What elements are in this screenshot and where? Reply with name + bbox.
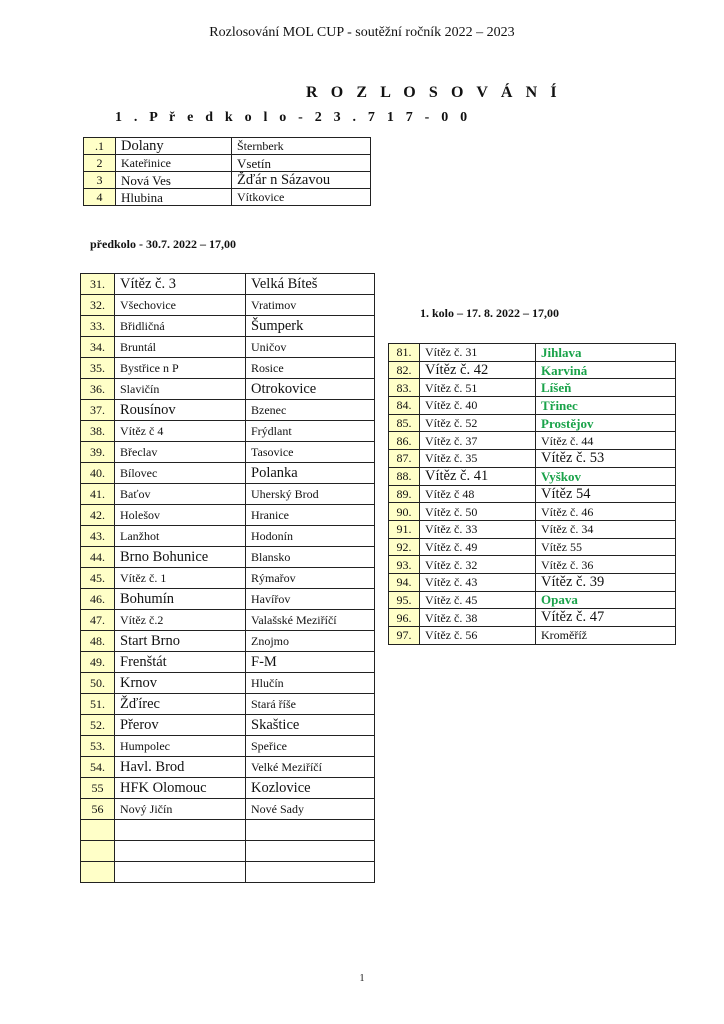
table-row xyxy=(81,778,375,799)
match-number-cell: 39. xyxy=(81,442,115,463)
match-number-cell: 54. xyxy=(81,757,115,778)
away-team-cell: F-M xyxy=(246,652,375,673)
home-team-cell: Vítěz č. 33 xyxy=(420,520,536,538)
home-team-cell: Start Brno xyxy=(115,631,246,652)
home-team-cell: Holešov xyxy=(115,505,246,526)
away-team-cell: Vítěz č. 36 xyxy=(536,556,676,574)
match-number-cell: 46. xyxy=(81,589,115,610)
table-row xyxy=(389,573,676,591)
away-team-cell: Vyškov xyxy=(536,467,676,485)
match-number-cell: 52. xyxy=(81,715,115,736)
match-number-cell: 89. xyxy=(389,485,420,503)
match-number-cell xyxy=(81,820,115,841)
away-team-cell: Stará říše xyxy=(246,694,375,715)
round-1-title: 1. kolo – 17. 8. 2022 – 17,00 xyxy=(420,306,560,320)
home-team-cell: Vítěz č.2 xyxy=(115,610,246,631)
match-number-cell: 95. xyxy=(389,591,420,609)
home-team-cell: Vítěz č. 31 xyxy=(420,344,536,362)
round-1-preliminary-title: 1 . P ř e d k o l o - 2 3 . 7 1 7 - 0 0 xyxy=(115,110,472,125)
away-team-cell: Kozlovice xyxy=(246,778,375,799)
match-number-cell: 44. xyxy=(81,547,115,568)
table-row xyxy=(81,841,375,862)
home-team-cell: Hlubina xyxy=(116,189,232,206)
table-row xyxy=(389,467,676,485)
match-number-cell: 35. xyxy=(81,358,115,379)
away-team-cell: Speřice xyxy=(246,736,375,757)
match-number-cell: 88. xyxy=(389,467,420,485)
away-team-cell: Vítěz č. 39 xyxy=(536,573,676,591)
match-number-cell: 49. xyxy=(81,652,115,673)
home-team-cell: HFK Olomouc xyxy=(115,778,246,799)
away-team-cell: Šternberk xyxy=(232,138,371,155)
table-row xyxy=(389,379,676,397)
table-row xyxy=(81,673,375,694)
away-team-cell: Polanka xyxy=(246,463,375,484)
table-row xyxy=(389,627,676,645)
away-team-cell: Hodonín xyxy=(246,526,375,547)
home-team-cell: Brno Bohunice xyxy=(115,547,246,568)
home-team-cell: Přerov xyxy=(115,715,246,736)
match-number-cell: 2 xyxy=(84,155,116,172)
away-team-cell: Vítěz č. 47 xyxy=(536,609,676,627)
match-number-cell: 45. xyxy=(81,568,115,589)
table1-body xyxy=(84,138,371,206)
match-number-cell: 83. xyxy=(389,379,420,397)
away-team-cell: Skaštice xyxy=(246,715,375,736)
home-team-cell: Vítěz č. 43 xyxy=(420,573,536,591)
table-row xyxy=(81,421,375,442)
preliminary-round-2-table xyxy=(80,273,375,883)
match-number-cell: 3 xyxy=(84,172,116,189)
table-row xyxy=(389,432,676,450)
table-row xyxy=(81,400,375,421)
away-team-cell: Opava xyxy=(536,591,676,609)
table-row xyxy=(81,736,375,757)
away-team-cell: Hlučín xyxy=(246,673,375,694)
home-team-cell: Nový Jičín xyxy=(115,799,246,820)
home-team-cell: Lanžhot xyxy=(115,526,246,547)
home-team-cell: Bílovec xyxy=(115,463,246,484)
home-team-cell: Frenštát xyxy=(115,652,246,673)
home-team-cell: Břidličná xyxy=(115,316,246,337)
table-row xyxy=(389,344,676,362)
table2-body xyxy=(81,274,375,883)
home-team-cell: Všechovice xyxy=(115,295,246,316)
match-number-cell: 42. xyxy=(81,505,115,526)
table-row xyxy=(389,450,676,468)
table-row xyxy=(81,316,375,337)
table-row xyxy=(81,526,375,547)
away-team-cell: Tasovice xyxy=(246,442,375,463)
match-number-cell: 48. xyxy=(81,631,115,652)
home-team-cell: Vítěz č. 41 xyxy=(420,467,536,485)
home-team-cell: Bystřice n P xyxy=(115,358,246,379)
home-team-cell: Kateřinice xyxy=(116,155,232,172)
away-team-cell: Vítkovice xyxy=(232,189,371,206)
away-team-cell: Karviná xyxy=(536,361,676,379)
match-number-cell: 81. xyxy=(389,344,420,362)
table3-body xyxy=(389,344,676,645)
home-team-cell: Baťov xyxy=(115,484,246,505)
table-row xyxy=(81,505,375,526)
table-row xyxy=(389,361,676,379)
home-team-cell: Vítěz č. 32 xyxy=(420,556,536,574)
home-team-cell: Žďírec xyxy=(115,694,246,715)
match-number-cell: 55 xyxy=(81,778,115,799)
main-title: R O Z L O S O V Á N Í xyxy=(306,84,562,101)
home-team-cell: Krnov xyxy=(115,673,246,694)
away-team-cell: Nové Sady xyxy=(246,799,375,820)
away-team-cell: Frýdlant xyxy=(246,421,375,442)
table-row xyxy=(81,358,375,379)
round-1-table xyxy=(388,343,676,645)
match-number-cell xyxy=(81,862,115,883)
match-number-cell: 87. xyxy=(389,450,420,468)
away-team-cell: Vítěz 54 xyxy=(536,485,676,503)
away-team-cell: Otrokovice xyxy=(246,379,375,400)
match-number-cell: 40. xyxy=(81,463,115,484)
away-team-cell: Znojmo xyxy=(246,631,375,652)
match-number-cell: 94. xyxy=(389,573,420,591)
match-number-cell: 85. xyxy=(389,414,420,432)
table-row xyxy=(81,631,375,652)
table-row xyxy=(81,463,375,484)
match-number-cell: 34. xyxy=(81,337,115,358)
away-team-cell: Blansko xyxy=(246,547,375,568)
home-team-cell: Vítěz č. 38 xyxy=(420,609,536,627)
table-row xyxy=(389,503,676,521)
home-team-cell: Vítěz č 48 xyxy=(420,485,536,503)
home-team-cell: Slavičín xyxy=(115,379,246,400)
table-row xyxy=(81,610,375,631)
table-row xyxy=(389,556,676,574)
match-number-cell: 82. xyxy=(389,361,420,379)
match-number-cell: 38. xyxy=(81,421,115,442)
table-row xyxy=(81,757,375,778)
match-number-cell: 84. xyxy=(389,397,420,415)
table-row xyxy=(81,484,375,505)
away-team-cell: Valašské Meziříčí xyxy=(246,610,375,631)
home-team-cell: Vítěz č 4 xyxy=(115,421,246,442)
away-team-cell: Rýmařov xyxy=(246,568,375,589)
table-row xyxy=(81,652,375,673)
home-team-cell: Vítěz č. 51 xyxy=(420,379,536,397)
away-team-cell: Vítěz č. 44 xyxy=(536,432,676,450)
match-number-cell: 93. xyxy=(389,556,420,574)
table-row xyxy=(84,138,371,155)
home-team-cell: Dolany xyxy=(116,138,232,155)
table-row xyxy=(81,820,375,841)
match-number-cell: 47. xyxy=(81,610,115,631)
match-number-cell: 56 xyxy=(81,799,115,820)
away-team-cell: Líšeň xyxy=(536,379,676,397)
match-number-cell: 43. xyxy=(81,526,115,547)
away-team-cell: Kroměříž xyxy=(536,627,676,645)
away-team-cell: Vratimov xyxy=(246,295,375,316)
away-team-cell xyxy=(246,841,375,862)
match-number-cell: 33. xyxy=(81,316,115,337)
away-team-cell: Velká Bíteš xyxy=(246,274,375,295)
match-number-cell: 97. xyxy=(389,627,420,645)
match-number-cell: 41. xyxy=(81,484,115,505)
match-number-cell: 36. xyxy=(81,379,115,400)
document-header-title: Rozlosování MOL CUP - soutěžní ročník 2022 – 2023 xyxy=(209,25,515,40)
home-team-cell: Vítěz č. 45 xyxy=(420,591,536,609)
away-team-cell: Jihlava xyxy=(536,344,676,362)
table-row xyxy=(81,274,375,295)
table-row xyxy=(84,172,371,189)
home-team-cell: Havl. Brod xyxy=(115,757,246,778)
table-row xyxy=(389,485,676,503)
table-row xyxy=(81,799,375,820)
away-team-cell: Prostějov xyxy=(536,414,676,432)
table-row xyxy=(84,189,371,206)
match-number-cell: 96. xyxy=(389,609,420,627)
preliminary-round-2-title: předkolo - 30.7. 2022 – 17,00 xyxy=(90,237,237,251)
table-row xyxy=(84,155,371,172)
home-team-cell: Nová Ves xyxy=(116,172,232,189)
match-number-cell xyxy=(81,841,115,862)
home-team-cell: Vítěz č. 52 xyxy=(420,414,536,432)
match-number-cell: 4 xyxy=(84,189,116,206)
away-team-cell xyxy=(246,862,375,883)
away-team-cell: Šumperk xyxy=(246,316,375,337)
home-team-cell: Vítěz č. 1 xyxy=(115,568,246,589)
home-team-cell: Vítěz č. 35 xyxy=(420,450,536,468)
table-row xyxy=(389,609,676,627)
away-team-cell: Bzenec xyxy=(246,400,375,421)
home-team-cell: Vítěz č. 37 xyxy=(420,432,536,450)
table-row xyxy=(389,538,676,556)
table-row xyxy=(81,589,375,610)
home-team-cell: Vítěz č. 56 xyxy=(420,627,536,645)
away-team-cell: Vítěz č. 46 xyxy=(536,503,676,521)
table-row xyxy=(81,862,375,883)
match-number-cell: 31. xyxy=(81,274,115,295)
away-team-cell: Rosice xyxy=(246,358,375,379)
table-row xyxy=(389,414,676,432)
match-number-cell: 32. xyxy=(81,295,115,316)
away-team-cell: Uničov xyxy=(246,337,375,358)
table-row xyxy=(389,397,676,415)
home-team-cell: Břeclav xyxy=(115,442,246,463)
match-number-cell: .1 xyxy=(84,138,116,155)
table-row xyxy=(81,442,375,463)
match-number-cell: 86. xyxy=(389,432,420,450)
match-number-cell: 51. xyxy=(81,694,115,715)
away-team-cell: Žďár n Sázavou xyxy=(232,172,371,189)
match-number-cell: 50. xyxy=(81,673,115,694)
home-team-cell: Vítěz č. 40 xyxy=(420,397,536,415)
away-team-cell: Havířov xyxy=(246,589,375,610)
home-team-cell: Bohumín xyxy=(115,589,246,610)
home-team-cell: Humpolec xyxy=(115,736,246,757)
match-number-cell: 53. xyxy=(81,736,115,757)
home-team-cell: Bruntál xyxy=(115,337,246,358)
table-row xyxy=(81,337,375,358)
table-row xyxy=(81,694,375,715)
match-number-cell: 92. xyxy=(389,538,420,556)
home-team-cell: Vítěz č. 50 xyxy=(420,503,536,521)
table-row xyxy=(389,591,676,609)
away-team-cell: Uherský Brod xyxy=(246,484,375,505)
away-team-cell: Vítěz č. 34 xyxy=(536,520,676,538)
away-team-cell: Třinec xyxy=(536,397,676,415)
match-number-cell: 90. xyxy=(389,503,420,521)
home-team-cell: Vítěz č. 42 xyxy=(420,361,536,379)
away-team-cell: Hranice xyxy=(246,505,375,526)
away-team-cell: Vítěz 55 xyxy=(536,538,676,556)
home-team-cell: Vítěz č. 3 xyxy=(115,274,246,295)
table-row xyxy=(389,520,676,538)
table-row xyxy=(81,547,375,568)
page-number: 1 xyxy=(359,973,365,984)
home-team-cell xyxy=(115,862,246,883)
match-number-cell: 91. xyxy=(389,520,420,538)
away-team-cell: Vítěz č. 53 xyxy=(536,450,676,468)
home-team-cell: Rousínov xyxy=(115,400,246,421)
away-team-cell xyxy=(246,820,375,841)
away-team-cell: Vsetín xyxy=(232,155,371,172)
table-row xyxy=(81,295,375,316)
match-number-cell: 37. xyxy=(81,400,115,421)
table-row xyxy=(81,715,375,736)
away-team-cell: Velké Meziříčí xyxy=(246,757,375,778)
table-row xyxy=(81,379,375,400)
home-team-cell: Vítěz č. 49 xyxy=(420,538,536,556)
table-row xyxy=(81,568,375,589)
home-team-cell xyxy=(115,820,246,841)
home-team-cell xyxy=(115,841,246,862)
preliminary-round-1-table xyxy=(83,137,371,206)
